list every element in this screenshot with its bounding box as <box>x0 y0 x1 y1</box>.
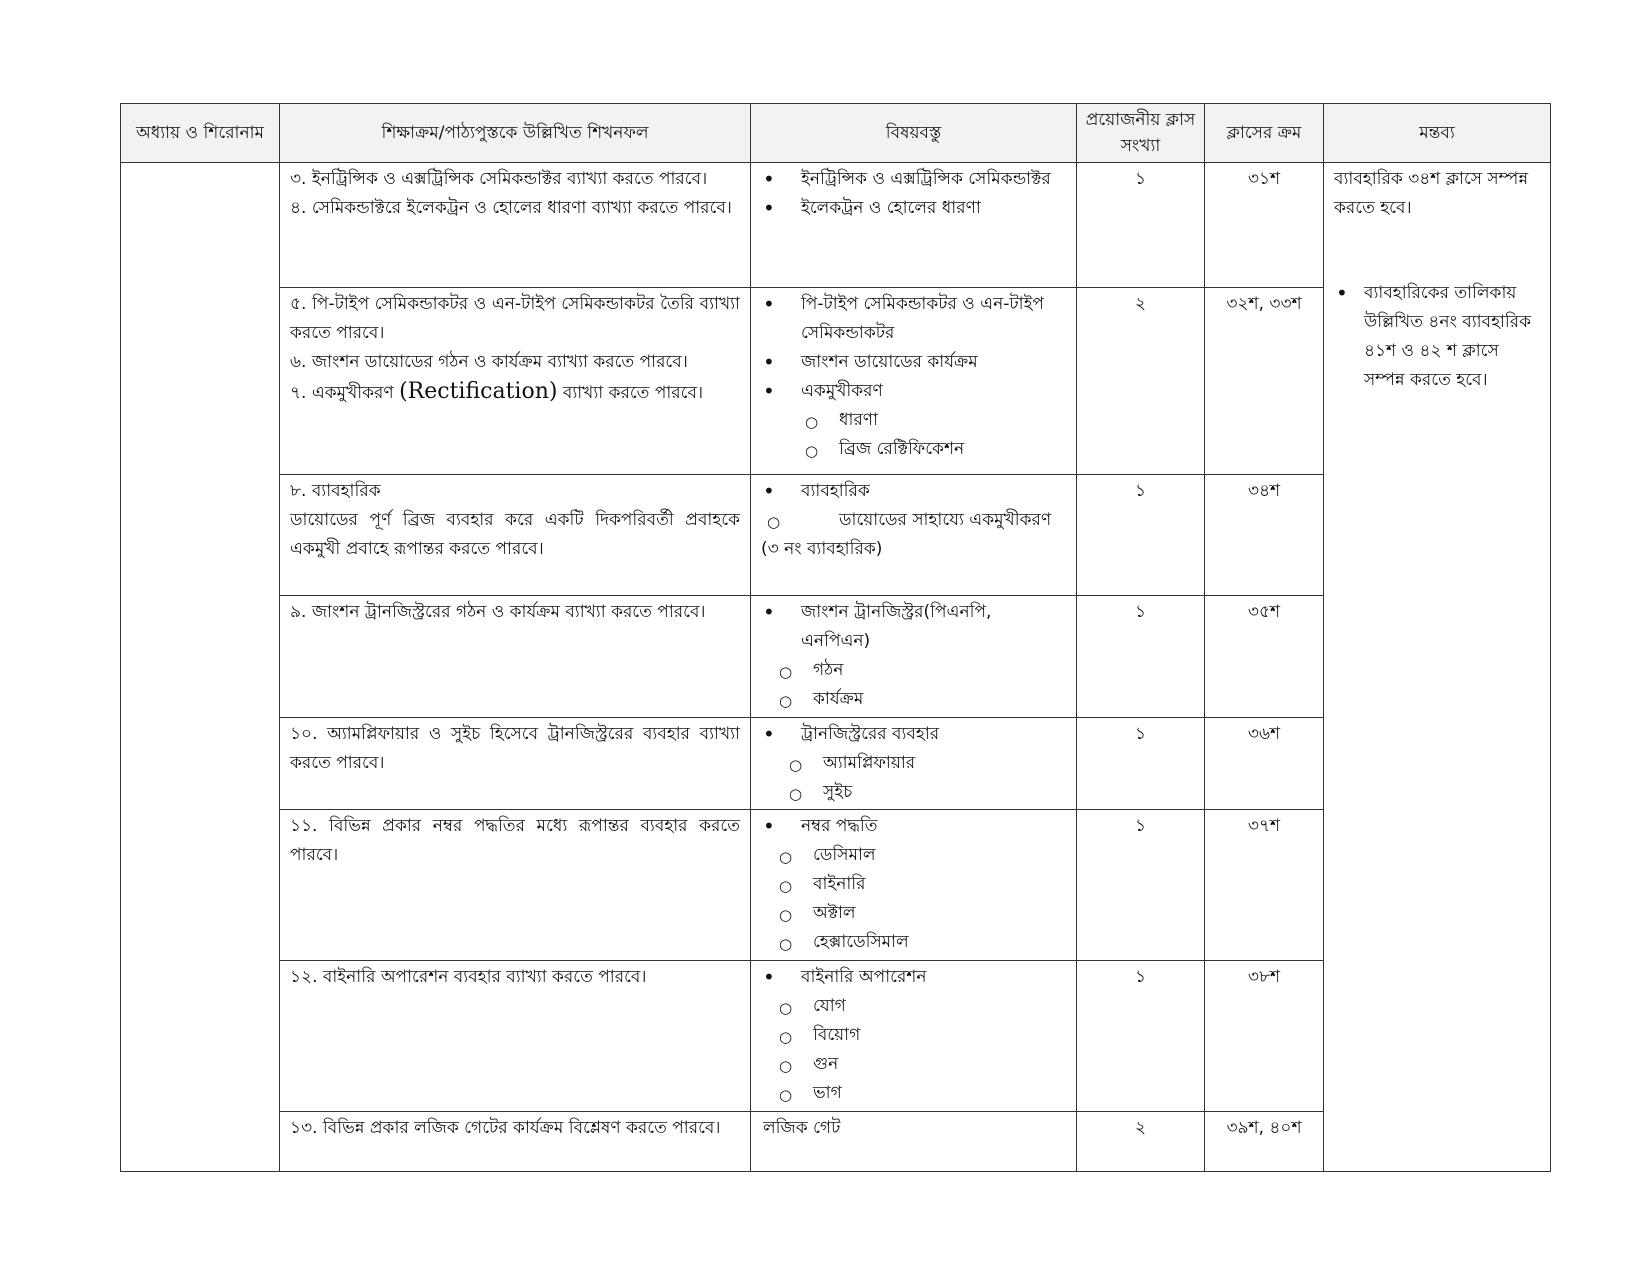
class-order: ৩৭শ <box>1205 810 1324 961</box>
content-sub-item: ○ গঠন <box>775 656 1066 685</box>
content-sub-item: ○ ডায়োডের সাহায্যে একমুখীকরণ <box>763 506 1066 535</box>
content-cell <box>751 163 1077 288</box>
outcome-text: ৫. পি-টাইপ সেমিকন্ডাকটর ও এন-টাইপ সেমিকন্ডাকটর তৈরি ব্যাখ্যা করতে পারবে। <box>290 294 740 343</box>
header-chapter: অধ্যায় ও শিরোনাম <box>121 104 280 163</box>
content-plain: লজিক গেট <box>763 1118 841 1138</box>
content-bullet: • পি-টাইপ সেমিকন্ডাকটর ও এন-টাইপ সেমিকন্ডাকটর <box>763 290 1066 348</box>
class-count: ১ <box>1077 475 1205 596</box>
class-count: ২ <box>1077 1112 1205 1172</box>
class-order: ৩৫শ <box>1205 596 1324 718</box>
header-classes-needed: প্রয়োজনীয় ক্লাস সংখ্যা <box>1077 104 1205 163</box>
content-cell <box>751 718 1077 810</box>
remark-text: ব্যাবহারিক ৩৪শ ক্লাসে সম্পন্ন করতে হবে। <box>1334 169 1529 218</box>
outcome-cell <box>280 810 751 961</box>
rectification-term: (Rectification) <box>399 379 558 404</box>
outcome-text: ৩. ইনট্রিন্সিক ও এক্সট্রিন্সিক সেমিকন্ডাক্টর ব্যাখ্যা করতে পারবে। <box>290 169 708 189</box>
lesson-plan-table <box>120 103 1551 1172</box>
remark-bullet: • ব্যাবহারিকের তালিকায় উল্লিখিত ৪নং ব্যাবহারিক ৪১শ ও ৪২ শ ক্লাসে সম্পন্ন করতে হবে। <box>1334 279 1540 395</box>
outcome-text: ৬. জাংশন ডায়োডের গঠন ও কার্যক্রম ব্যাখ্যা করতে পারবে। <box>290 352 688 372</box>
class-order: ৩৬শ <box>1205 718 1324 810</box>
content-sub-item: ○ অ্যামপ্লিফায়ার <box>785 749 1066 778</box>
content-cell <box>751 596 1077 718</box>
class-count: ১ <box>1077 961 1205 1112</box>
class-count: ২ <box>1077 288 1205 475</box>
content-cell <box>751 288 1077 475</box>
content-cell <box>751 961 1077 1112</box>
content-bullet <box>763 477 1066 535</box>
content-sub-item: ○ কার্যক্রম <box>775 685 1066 714</box>
class-count: ১ <box>1077 718 1205 810</box>
class-order: ৩৪শ <box>1205 475 1324 596</box>
outcome-text: ১০. অ্যামপ্লিফায়ার ও সুইচ হিসেবে ট্রানজিস্ট্ররের ব্যবহার ব্যাখ্যা করতে পারবে। <box>290 724 740 773</box>
content-bullet: • বাইনারি অপারেশন <box>763 963 1066 992</box>
chapter-cell <box>121 163 280 1172</box>
content-sub-item: ○ ব্রিজ রেক্টিফিকেশন <box>801 435 1066 464</box>
remarks-cell <box>1324 163 1551 1172</box>
class-order: ৩২শ, ৩৩শ <box>1205 288 1324 475</box>
outcome-cell <box>280 596 751 718</box>
outcome-cell <box>280 718 751 810</box>
outcome-text: ৯. জাংশন ট্রানজিস্ট্ররের গঠন ও কার্যক্রম ব্যাখ্যা করতে পারবে। <box>290 602 706 622</box>
content-bullet: • জাংশন ট্রানজিস্ট্রর(পিএনপি, এনপিএন) <box>763 598 1066 656</box>
class-count: ১ <box>1077 810 1205 961</box>
content-sub-item: ○ বাইনারি <box>775 870 1066 899</box>
header-content: বিষয়বস্তু <box>751 104 1077 163</box>
class-order: ৩৮শ <box>1205 961 1324 1112</box>
outcome-cell <box>280 163 751 288</box>
content-sub-item: ○ অক্টাল <box>775 899 1066 928</box>
outcome-text: ডায়োডের পূর্ণ ব্রিজ ব্যবহার করে একটি দিকপরিবর্তী প্রবাহকে একমুখী প্রবাহে রূপান্তর করতে পারবে। <box>290 510 740 559</box>
content-bullet: • নম্বর পদ্ধতি <box>763 812 1066 841</box>
header-class-order: ক্লাসের ক্রম <box>1205 104 1324 163</box>
class-order: ৩১শ <box>1205 163 1324 288</box>
header-remarks: মন্তব্য <box>1324 104 1551 163</box>
outcome-7-prefix: ৭. একমুখীকরণ <box>290 383 394 403</box>
class-count: ১ <box>1077 163 1205 288</box>
table-row <box>121 163 1551 288</box>
outcome-text: ১১. বিভিন্ন প্রকার নম্বর পদ্ধতির মধ্যে রূপান্তর ব্যবহার করতে পারবে। <box>290 816 740 865</box>
header-row <box>121 104 1551 163</box>
content-bullet: • ইলেকট্রন ও হোলের ধারণা <box>763 194 1066 223</box>
outcome-7-suffix: ব্যাখ্যা করতে পারবে। <box>562 383 704 403</box>
outcome-text: ১২. বাইনারি অপারেশন ব্যবহার ব্যাখ্যা করতে পারবে। <box>290 967 647 987</box>
content-bullet: • ইনট্রিন্সিক ও এক্সট্রিন্সিক সেমিকন্ডাক্টর <box>763 165 1066 194</box>
content-sub-item: ○ গুন <box>775 1050 1066 1079</box>
outcome-title: ৮. ব্যাবহারিক <box>290 481 381 501</box>
content-note: (৩ নং ব্যাবহারিক) <box>761 539 883 559</box>
content-sub-item: ○ ডেসিমাল <box>775 841 1066 870</box>
content-sub-item: ○ সুইচ <box>785 778 1066 807</box>
content-sub-item: ○ ধারণা <box>801 406 1066 435</box>
content-sub-item: ○ ভাগ <box>775 1079 1066 1108</box>
outcome-text: ১৩. বিভিন্ন প্রকার লজিক গেটের কার্যক্রম বিশ্লেষণ করতে পারবে। <box>290 1118 721 1138</box>
outcome-cell <box>280 1112 751 1172</box>
content-bullet <box>763 377 1066 464</box>
class-order: ৩৯শ, ৪০শ <box>1205 1112 1324 1172</box>
outcome-text <box>290 377 740 408</box>
outcome-cell <box>280 475 751 596</box>
content-bullet: • ট্রানজিস্ট্ররের ব্যবহার <box>763 720 1066 749</box>
content-bullet: • জাংশন ডায়োডের কার্যক্রম <box>763 348 1066 377</box>
content-sub-item: ○ হেক্সাডেসিমাল <box>775 928 1066 957</box>
content-cell <box>751 1112 1077 1172</box>
outcome-cell <box>280 961 751 1112</box>
outcome-text: ৪. সেমিকন্ডাক্টরে ইলেকট্রন ও হোলের ধারণা ব্যাখ্যা করতে পারবে। <box>290 198 732 218</box>
header-outcome: শিক্ষাক্রম/পাঠ্যপুস্তকে উল্লিখিত শিখনফল <box>280 104 751 163</box>
content-bullet-label: একমুখীকরণ <box>801 381 883 401</box>
class-count: ১ <box>1077 596 1205 718</box>
content-sub-item: ○ যোগ <box>775 992 1066 1021</box>
content-bullet-label: ব্যাবহারিক <box>801 481 870 501</box>
content-sub-item: ○ বিয়োগ <box>775 1021 1066 1050</box>
content-cell <box>751 475 1077 596</box>
outcome-cell <box>280 288 751 475</box>
content-cell <box>751 810 1077 961</box>
